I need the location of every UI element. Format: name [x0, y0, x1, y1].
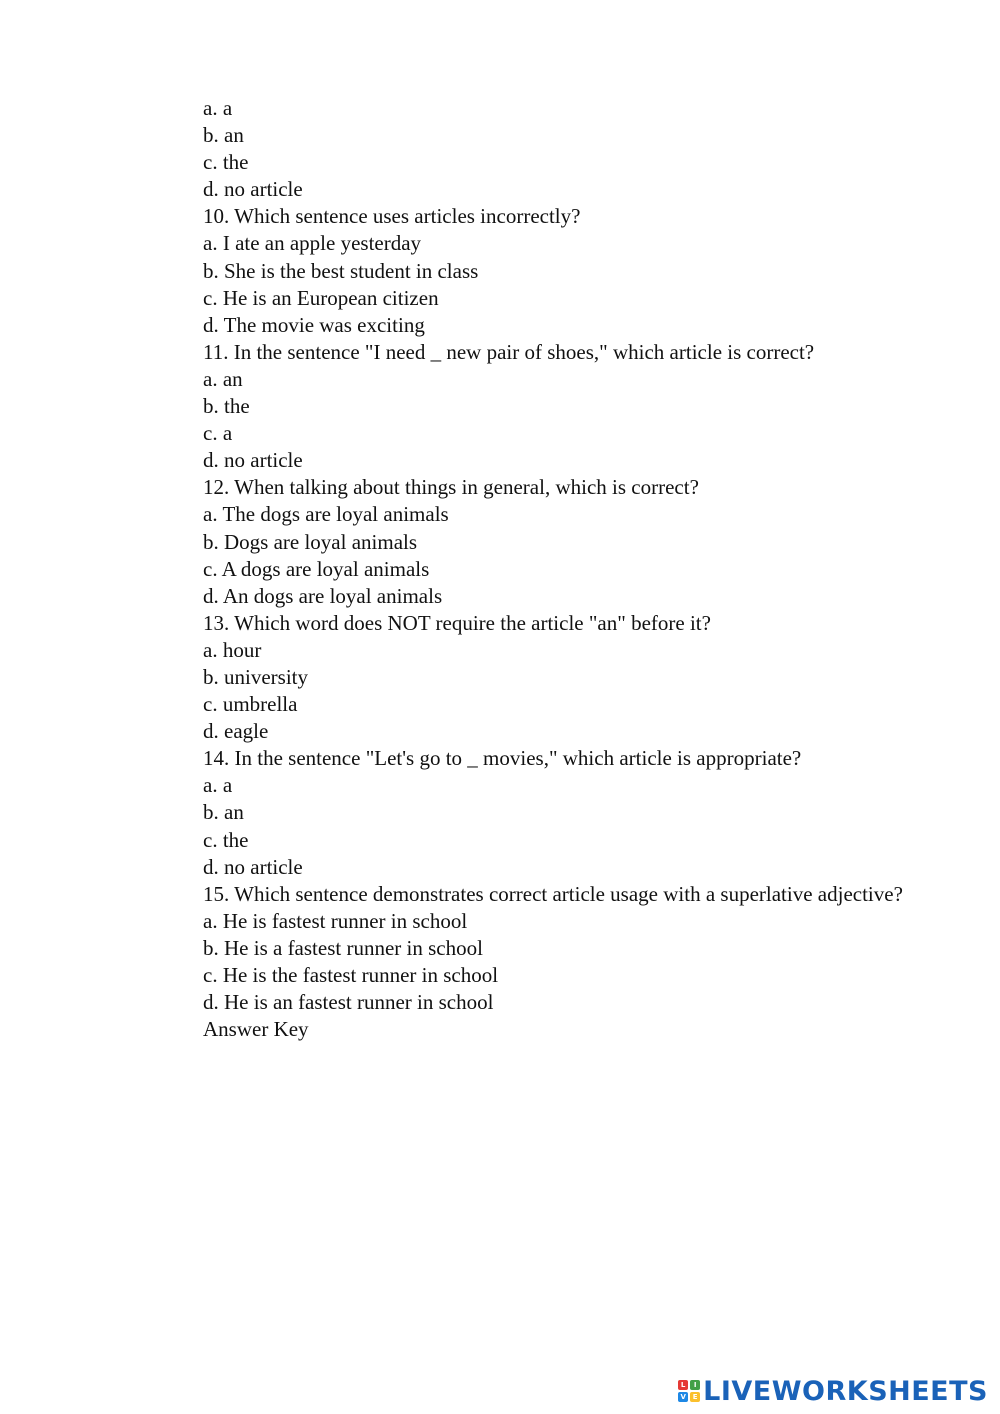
- answer-option: c. a: [203, 421, 233, 446]
- answer-option: b. Dogs are loyal animals: [203, 529, 418, 554]
- answer-option: b. an: [203, 800, 244, 825]
- worksheet-content: [143, 95, 928, 1043]
- answer-option: a. a: [203, 96, 233, 120]
- answer-option: b. She is the best student in class: [203, 258, 479, 283]
- answer-option: b. university: [203, 664, 308, 689]
- question-list-bottom: [143, 908, 928, 1043]
- logo-tile: I: [690, 1380, 700, 1390]
- answer-option: c. He is the fastest runner in school: [203, 963, 499, 987]
- answer-option: a. He is fastest runner in school: [203, 908, 468, 933]
- answer-option: a. hour: [203, 637, 262, 662]
- answer-option: b. the: [203, 394, 250, 419]
- question-text: 12. When talking about things in general, which is correct?: [203, 475, 699, 500]
- answer-option: d. eagle: [203, 719, 269, 744]
- answer-option: d. no article: [203, 854, 303, 879]
- answer-option: c. umbrella: [203, 692, 298, 717]
- answer-option: d. no article: [203, 177, 303, 202]
- answer-option: d. An dogs are loyal animals: [203, 583, 443, 608]
- answer-option: c. the: [203, 827, 249, 852]
- question-text: 10. Which sentence uses articles incorrectly?: [203, 204, 581, 229]
- logo-tile: L: [678, 1380, 688, 1390]
- question-text: 11. In the sentence "I need _ new pair of shoes," which article is correct?: [203, 339, 815, 364]
- answer-option: c. the: [203, 150, 249, 175]
- question-list-top: [143, 95, 928, 881]
- answer-option: c. He is an European citizen: [203, 285, 439, 310]
- answer-option: a. an: [203, 366, 243, 391]
- answer-option: a. a: [203, 773, 233, 798]
- question-15-text: 15. Which sentence demonstrates correct article usage with a superlative adjective?: [203, 881, 903, 906]
- answer-option: a. The dogs are loyal animals: [203, 502, 449, 527]
- logo-text: LIVEWORKSHEETS: [703, 1375, 988, 1407]
- logo-tile: E: [690, 1392, 700, 1402]
- answer-option: d. The movie was exciting: [203, 312, 425, 337]
- question-text: 13. Which word does NOT require the article "an" before it?: [203, 610, 711, 635]
- answer-key-heading: Answer Key: [203, 1017, 309, 1042]
- liveworksheets-logo: [678, 1376, 988, 1406]
- question-15: [143, 881, 928, 908]
- answer-option: c. A dogs are loyal animals: [203, 556, 430, 581]
- answer-option: d. He is an fastest runner in school: [203, 990, 494, 1015]
- answer-option: b. an: [203, 123, 244, 148]
- question-text: 14. In the sentence "Let's go to _ movies," which article is appropriate?: [203, 746, 802, 771]
- logo-tile: V: [678, 1392, 688, 1402]
- answer-option: a. I ate an apple yesterday: [203, 231, 422, 256]
- liveworksheets-logo-icon: [678, 1380, 700, 1402]
- answer-option: d. no article: [203, 448, 303, 473]
- answer-option: b. He is a fastest runner in school: [203, 935, 483, 960]
